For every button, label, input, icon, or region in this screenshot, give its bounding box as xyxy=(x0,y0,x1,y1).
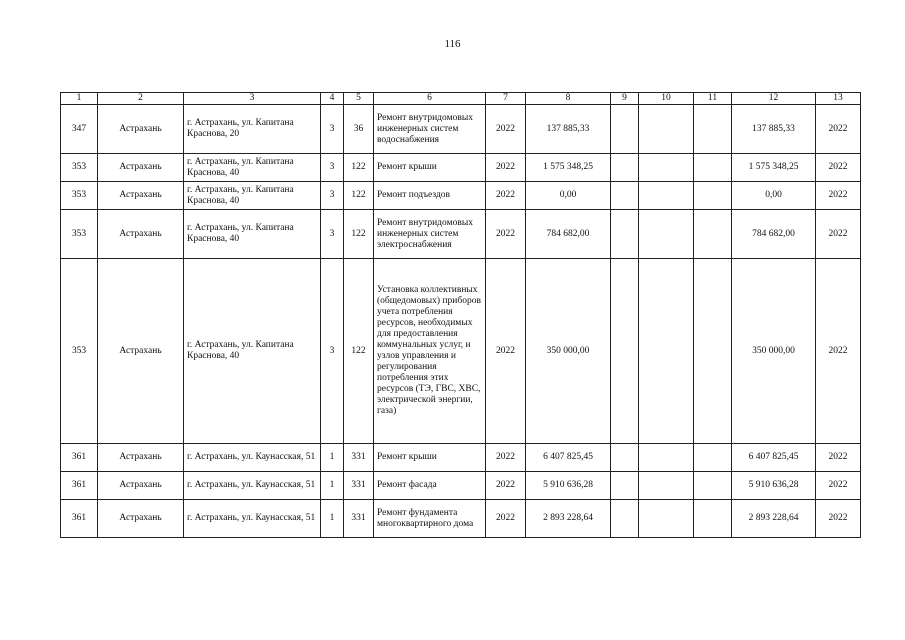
column-header: 13 xyxy=(816,93,861,105)
col4-cell: 1 xyxy=(321,444,344,472)
city-cell: Астрахань xyxy=(98,259,184,444)
row-number-cell: 361 xyxy=(61,472,98,500)
table-row xyxy=(61,444,861,472)
col4-cell: 3 xyxy=(321,210,344,259)
table-row xyxy=(61,210,861,259)
col5-cell: 331 xyxy=(344,472,374,500)
col4-cell: 1 xyxy=(321,472,344,500)
col9-cell xyxy=(611,182,639,210)
work-type-cell: Ремонт подъездов xyxy=(374,182,486,210)
city-cell: Астрахань xyxy=(98,182,184,210)
table-row xyxy=(61,182,861,210)
end-year-cell: 2022 xyxy=(816,182,861,210)
column-header: 4 xyxy=(321,93,344,105)
address-cell: г. Астрахань, ул. Капитана Краснова, 40 xyxy=(184,154,321,182)
col9-cell xyxy=(611,210,639,259)
column-header: 10 xyxy=(639,93,694,105)
row-number-cell: 353 xyxy=(61,154,98,182)
table-row xyxy=(61,105,861,154)
work-type-cell: Ремонт фасада xyxy=(374,472,486,500)
column-header: 11 xyxy=(694,93,732,105)
col4-cell: 3 xyxy=(321,182,344,210)
col10-cell xyxy=(639,500,694,538)
col5-cell: 122 xyxy=(344,182,374,210)
table-row xyxy=(61,154,861,182)
col10-cell xyxy=(639,182,694,210)
column-header: 9 xyxy=(611,93,639,105)
col11-cell xyxy=(694,444,732,472)
column-number-row xyxy=(61,93,861,105)
table-row xyxy=(61,472,861,500)
work-type-cell: Ремонт внутридомовых инженерных систем электроснабжения xyxy=(374,210,486,259)
column-header: 5 xyxy=(344,93,374,105)
table-header xyxy=(61,93,861,105)
row-number-cell: 353 xyxy=(61,182,98,210)
end-year-cell: 2022 xyxy=(816,154,861,182)
col11-cell xyxy=(694,500,732,538)
column-header: 8 xyxy=(526,93,611,105)
column-header: 12 xyxy=(732,93,816,105)
col9-cell xyxy=(611,472,639,500)
col5-cell: 36 xyxy=(344,105,374,154)
end-year-cell: 2022 xyxy=(816,500,861,538)
table-body xyxy=(61,105,861,538)
total-cell: 6 407 825,45 xyxy=(732,444,816,472)
city-cell: Астрахань xyxy=(98,472,184,500)
address-cell: г. Астрахань, ул. Капитана Краснова, 20 xyxy=(184,105,321,154)
cost-cell: 1 575 348,25 xyxy=(526,154,611,182)
col9-cell xyxy=(611,105,639,154)
work-type-cell: Ремонт внутридомовых инженерных систем водоснабжения xyxy=(374,105,486,154)
cost-cell: 5 910 636,28 xyxy=(526,472,611,500)
col9-cell xyxy=(611,444,639,472)
end-year-cell: 2022 xyxy=(816,105,861,154)
work-type-cell: Ремонт крыши xyxy=(374,444,486,472)
col5-cell: 122 xyxy=(344,154,374,182)
year-cell: 2022 xyxy=(486,472,526,500)
city-cell: Астрахань xyxy=(98,210,184,259)
year-cell: 2022 xyxy=(486,154,526,182)
row-number-cell: 361 xyxy=(61,500,98,538)
column-header: 6 xyxy=(374,93,486,105)
work-type-cell: Установка коллективных (общедомовых) приборов учета потребления ресурсов, необходимых для предоставления коммунальных услуг, и узлов управления и регулирования потребления этих ресурсов (ТЭ, ГВС, ХВС, электрической энергии, газа) xyxy=(374,259,486,444)
col4-cell: 3 xyxy=(321,154,344,182)
column-header: 3 xyxy=(184,93,321,105)
total-cell: 350 000,00 xyxy=(732,259,816,444)
row-number-cell: 353 xyxy=(61,210,98,259)
total-cell: 137 885,33 xyxy=(732,105,816,154)
col5-cell: 122 xyxy=(344,259,374,444)
column-header: 1 xyxy=(61,93,98,105)
year-cell: 2022 xyxy=(486,210,526,259)
total-cell: 784 682,00 xyxy=(732,210,816,259)
end-year-cell: 2022 xyxy=(816,472,861,500)
col5-cell: 331 xyxy=(344,500,374,538)
column-header: 2 xyxy=(98,93,184,105)
col4-cell: 3 xyxy=(321,259,344,444)
total-cell: 1 575 348,25 xyxy=(732,154,816,182)
page-number: 116 xyxy=(444,38,461,50)
address-cell: г. Астрахань, ул. Капитана Краснова, 40 xyxy=(184,259,321,444)
end-year-cell: 2022 xyxy=(816,444,861,472)
row-number-cell: 347 xyxy=(61,105,98,154)
year-cell: 2022 xyxy=(486,500,526,538)
col11-cell xyxy=(694,154,732,182)
address-cell: г. Астрахань, ул. Каунасская, 51 xyxy=(184,500,321,538)
total-cell: 2 893 228,64 xyxy=(732,500,816,538)
city-cell: Астрахань xyxy=(98,105,184,154)
year-cell: 2022 xyxy=(486,444,526,472)
col11-cell xyxy=(694,259,732,444)
year-cell: 2022 xyxy=(486,105,526,154)
col10-cell xyxy=(639,154,694,182)
cost-cell: 2 893 228,64 xyxy=(526,500,611,538)
col11-cell xyxy=(694,210,732,259)
cost-cell: 784 682,00 xyxy=(526,210,611,259)
col9-cell xyxy=(611,154,639,182)
cost-cell: 6 407 825,45 xyxy=(526,444,611,472)
col11-cell xyxy=(694,182,732,210)
repair-register-table xyxy=(60,92,861,538)
year-cell: 2022 xyxy=(486,259,526,444)
cost-cell: 0,00 xyxy=(526,182,611,210)
address-cell: г. Астрахань, ул. Каунасская, 51 xyxy=(184,444,321,472)
city-cell: Астрахань xyxy=(98,444,184,472)
col9-cell xyxy=(611,500,639,538)
city-cell: Астрахань xyxy=(98,500,184,538)
row-number-cell: 361 xyxy=(61,444,98,472)
end-year-cell: 2022 xyxy=(816,259,861,444)
col10-cell xyxy=(639,472,694,500)
col10-cell xyxy=(639,105,694,154)
col11-cell xyxy=(694,472,732,500)
col9-cell xyxy=(611,259,639,444)
address-cell: г. Астрахань, ул. Каунасская, 51 xyxy=(184,472,321,500)
col4-cell: 3 xyxy=(321,105,344,154)
year-cell: 2022 xyxy=(486,182,526,210)
table-row xyxy=(61,500,861,538)
col10-cell xyxy=(639,444,694,472)
col5-cell: 122 xyxy=(344,210,374,259)
total-cell: 5 910 636,28 xyxy=(732,472,816,500)
col5-cell: 331 xyxy=(344,444,374,472)
table-row xyxy=(61,259,861,444)
work-type-cell: Ремонт фундамента многоквартирного дома xyxy=(374,500,486,538)
address-cell: г. Астрахань, ул. Капитана Краснова, 40 xyxy=(184,210,321,259)
cost-cell: 350 000,00 xyxy=(526,259,611,444)
column-header: 7 xyxy=(486,93,526,105)
col11-cell xyxy=(694,105,732,154)
total-cell: 0,00 xyxy=(732,182,816,210)
col4-cell: 1 xyxy=(321,500,344,538)
address-cell: г. Астрахань, ул. Капитана Краснова, 40 xyxy=(184,182,321,210)
row-number-cell: 353 xyxy=(61,259,98,444)
city-cell: Астрахань xyxy=(98,154,184,182)
col10-cell xyxy=(639,210,694,259)
col10-cell xyxy=(639,259,694,444)
work-type-cell: Ремонт крыши xyxy=(374,154,486,182)
cost-cell: 137 885,33 xyxy=(526,105,611,154)
end-year-cell: 2022 xyxy=(816,210,861,259)
